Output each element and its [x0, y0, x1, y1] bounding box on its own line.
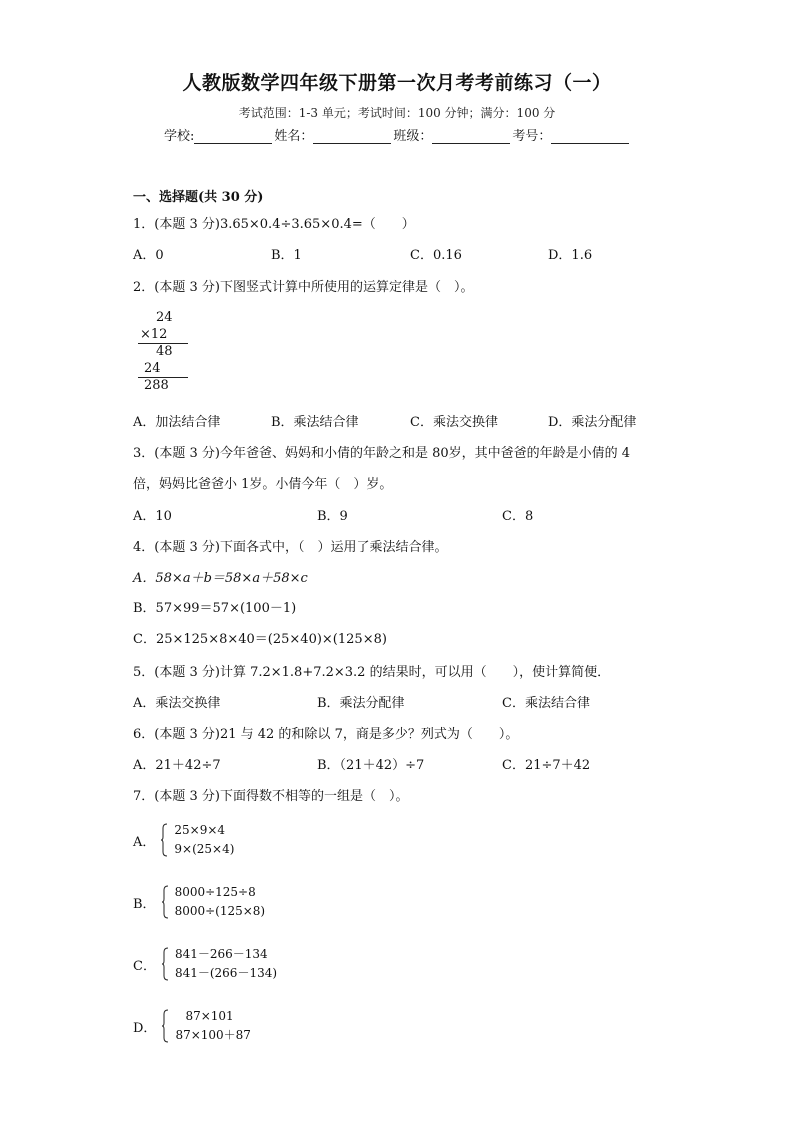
- vertical-partial-2: 24: [144, 361, 161, 376]
- section-heading: 一、选择题(共 30 分): [133, 190, 264, 205]
- q1-option-d: D．1.6: [548, 248, 593, 263]
- exam-info: 考试范围：1-3 单元；考试时间：100 分钟；满分：100 分: [238, 106, 556, 120]
- q7-option-d: [133, 1007, 251, 1045]
- left-brace-icon: [162, 1009, 169, 1043]
- q2-option-d: D．乘法分配律: [548, 415, 637, 430]
- left-brace-icon: [161, 823, 168, 857]
- q7-option-d-lines: [175, 1007, 251, 1045]
- school-label: 学校:: [164, 129, 195, 144]
- name-label: 姓名：: [274, 129, 314, 144]
- question-1-stem: 1．(本题 3 分)3.65×0.4÷3.65×0.4=（ ）: [133, 217, 415, 232]
- q7-option-a-lines: [174, 821, 234, 859]
- question-3-stem-line-2: 倍，妈妈比爸爸小 1岁。小倩今年（ ）岁。: [133, 477, 393, 492]
- question-2-stem: 2．(本题 3 分)下图竖式计算中所使用的运算定律是（ ）。: [133, 280, 474, 295]
- q7-option-b: [133, 883, 265, 921]
- q7-option-a: [133, 821, 234, 859]
- class-label: 班级：: [393, 129, 433, 144]
- q2-option-b: B．乘法结合律: [271, 415, 359, 430]
- q7-option-b-lines: [175, 883, 266, 921]
- vertical-partial-1: 48: [156, 344, 173, 359]
- q3-option-a: A．10: [133, 509, 172, 524]
- q1-option-b: B．1: [271, 248, 302, 263]
- q5-option-c: C．乘法结合律: [502, 696, 590, 711]
- question-7-stem: 7．(本题 3 分)下面得数不相等的一组是（ ）。: [133, 789, 409, 804]
- paper-title: 人教版数学四年级下册第一次月考考前练习（一）: [182, 72, 612, 94]
- q2-option-c: C．乘法交换律: [410, 415, 498, 430]
- q7-option-d-line-2: 87×100＋87: [175, 1028, 251, 1042]
- q7-option-c-lines: [175, 945, 277, 983]
- question-4-stem: 4．(本题 3 分)下面各式中，（ ）运用了乘法结合律。: [133, 540, 448, 555]
- q7-option-b-line-1: 8000÷125÷8: [174, 885, 256, 899]
- q7-option-c-letter: C．: [133, 958, 156, 974]
- q1-option-c: C．0.16: [410, 248, 462, 263]
- student-info-row: [164, 125, 631, 144]
- q1-option-a: A．0: [133, 248, 164, 263]
- question-3-stem-line-1: 3．(本题 3 分)今年爸爸、妈妈和小倩的年龄之和是 80岁，其中爸爸的年龄是小倩的 4: [133, 446, 631, 461]
- class-blank[interactable]: [432, 130, 510, 144]
- exam-number-label: 考号：: [512, 129, 552, 144]
- q7-option-a-line-2: 9×(25×4): [174, 842, 235, 856]
- q7-option-d-letter: D．: [133, 1020, 157, 1036]
- q7-option-b-letter: B．: [133, 896, 156, 912]
- vertical-multiplicand: 24: [156, 310, 173, 325]
- q5-option-a: A．乘法交换律: [133, 696, 221, 711]
- vertical-multiplier: ×12: [140, 327, 168, 342]
- question-6-stem: 6．(本题 3 分)21 与 42 的和除以 7，商是多少？列式为（ ）。: [133, 727, 519, 742]
- q2-option-a: A．加法结合律: [133, 415, 221, 430]
- name-blank[interactable]: [313, 130, 391, 144]
- q7-option-c: [133, 945, 277, 983]
- left-brace-icon: [162, 947, 169, 981]
- q4-option-b: B．57×99＝57×(100－1): [133, 601, 297, 616]
- q7-option-c-line-2: 841－(266－134): [174, 966, 278, 980]
- q6-option-b: B．（21＋42）÷7: [317, 758, 425, 773]
- left-brace-icon: [162, 885, 169, 919]
- q3-option-c: C．8: [502, 509, 534, 524]
- school-blank[interactable]: [194, 130, 272, 144]
- q6-option-c: C．21÷7＋42: [502, 758, 591, 773]
- vertical-product: 288: [144, 378, 169, 393]
- q7-option-c-line-1: 841－266－134: [174, 947, 268, 961]
- question-5-stem: 5．(本题 3 分)计算 7.2×1.8+7.2×3.2 的结果时，可以用（ ），使计算简便．: [133, 665, 611, 680]
- q4-option-c: C．25×125×8×40＝(25×40)×(125×8): [133, 632, 387, 647]
- q7-option-a-line-1: 25×9×4: [174, 823, 226, 837]
- q7-option-d-line-1: 87×101: [185, 1009, 234, 1023]
- q5-option-b: B．乘法分配律: [317, 696, 405, 711]
- q6-option-a: A．21＋42÷7: [133, 758, 221, 773]
- q7-option-a-letter: A．: [133, 834, 156, 850]
- vertical-multiplication: [134, 310, 204, 396]
- q7-option-b-line-2: 8000÷(125×8): [174, 904, 266, 918]
- q3-option-b: B．9: [317, 509, 348, 524]
- q4-option-a: A．58×a＋b＝58×a＋58×c: [133, 571, 308, 586]
- exam-number-blank[interactable]: [551, 130, 629, 144]
